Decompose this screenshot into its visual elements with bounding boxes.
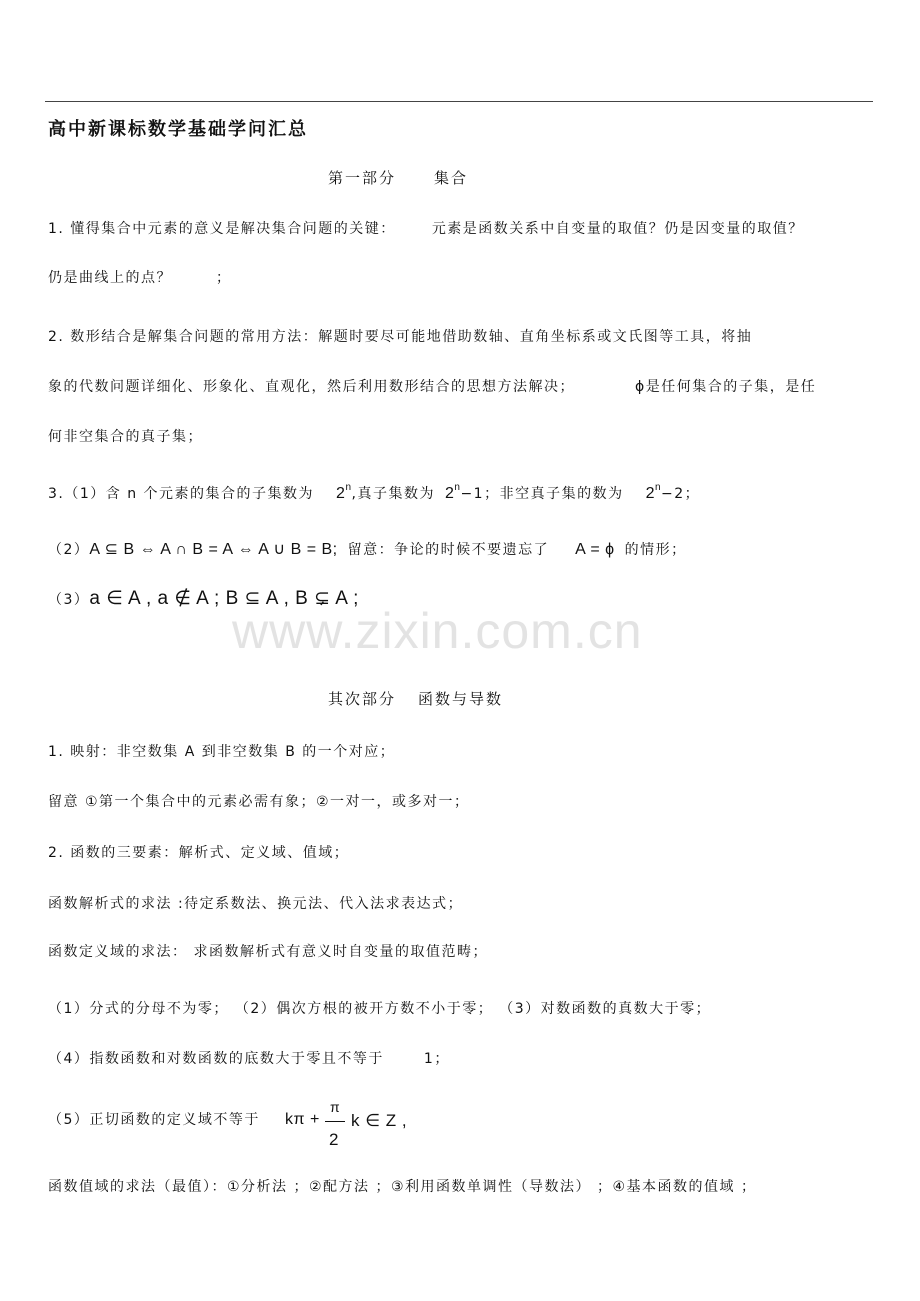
- p3-1-text-c: −1；非空真子集的数为: [460, 486, 624, 502]
- p3-1-power-a: [336, 481, 352, 502]
- p3-1-exp-c: n: [654, 481, 662, 493]
- p3-1-exp-b: n: [454, 481, 461, 493]
- p2-line-analytic-method: 函数解析式的求法 :待定系数法、换元法、代入法求表达式；: [48, 896, 464, 912]
- p3-2-end: 的情形；: [624, 542, 687, 558]
- part2-heading-title: 函数与导数: [418, 690, 504, 708]
- p2-line-conditions-1: （1）分式的分母不为零； （2）偶次方根的被开方数不小于零； （3）对数函数的真数大于零；: [48, 1001, 712, 1017]
- fraction-bar: [325, 1121, 345, 1122]
- part2-heading: [328, 692, 503, 707]
- p3-1-base-a: 2: [336, 485, 346, 502]
- p3-3-math: a ∈ A , a ∉ A ; B ⊆ A , B ⊊ A ;: [89, 588, 359, 609]
- part1-heading: [328, 171, 468, 186]
- p3-1-base-b: 2: [444, 485, 455, 502]
- p1-text-a: 1. 懂得集合中元素的意义是解决集合问题的关键：: [48, 221, 396, 237]
- p2-text-c: ϕ是任何集合的子集，是任: [635, 379, 817, 395]
- p2-cond4-text: （4）指数函数和对数函数的底数大于零且不等于: [48, 1051, 384, 1067]
- p3-item1: [48, 481, 701, 502]
- p3-2-text: 留意：争论的时候不要遗忘了: [347, 542, 550, 558]
- p2-line1: 2. 数形结合是解集合问题的常用方法：解题时要尽可能地借助数轴、直角坐标系或文氏图等工具，将抽: [48, 329, 753, 345]
- p3-1-base-c: 2: [645, 485, 655, 502]
- p2-line-conditions-3: （5）正切函数的定义域不等于: [48, 1112, 260, 1128]
- p2-line-three-elements: 2. 函数的三要素：解析式、定义域、值域；: [48, 845, 350, 861]
- watermark: www.zixin.com.cn: [232, 603, 643, 659]
- p2-tan-math-b: k ∈ Z ,: [351, 1111, 408, 1130]
- p3-1-power-b: [444, 481, 461, 502]
- top-rule: [45, 101, 873, 102]
- fraction-numerator: π: [330, 1099, 340, 1115]
- p2-text-b: 象的代数问题详细化、形象化、直观化，然后利用数形结合的思想方法解决；: [48, 379, 575, 395]
- p1-text-c: 仍是曲线上的点？: [48, 270, 172, 286]
- p3-2-math2: A = ϕ: [575, 541, 615, 558]
- part1-heading-title: 集合: [434, 169, 469, 187]
- p2-line-domain-method: 函数定义域的求法： 求函数解析式有意义时自变量的取值范畴；: [48, 944, 488, 960]
- p3-3-label: （3）: [48, 592, 90, 608]
- p3-item3: [48, 589, 359, 608]
- p3-item2: [48, 542, 687, 558]
- p1-line1: [48, 222, 804, 236]
- p1-text-b: 元素是函数关系中自变量的取值？仍是因变量的取值？: [431, 221, 804, 237]
- p3-1-text-a: 3.（1）含 n 个元素的集合的子集数为: [48, 486, 315, 502]
- p2-cond4-value: 1；: [423, 1051, 450, 1067]
- page-title: 高中新课标数学基础学问汇总: [48, 119, 308, 140]
- p2-line-note: 留意 ①第一个集合中的元素必需有象；②一对一，或多对一；: [48, 794, 470, 810]
- part1-heading-label: 第一部分: [328, 169, 397, 187]
- fraction-denominator: 2: [329, 1130, 339, 1149]
- p3-1-exp-a: n: [345, 481, 352, 493]
- p3-1-text-b: ,真子集数为: [351, 486, 435, 502]
- p2-line-range-method: 函数值域的求法（最值）：①分析法 ；②配方法 ；③利用函数单调性（导数法） ；④基本函数的值域 ；: [48, 1179, 757, 1195]
- p1-text-d: ；: [216, 270, 232, 286]
- p3-1-text-d: −2；: [661, 486, 701, 502]
- p2-line2: [48, 380, 816, 394]
- p1-line2: [48, 271, 232, 285]
- p2-tan-math-a: kπ +: [285, 1111, 320, 1128]
- p2-line3: 何非空集合的真子集；: [48, 429, 203, 445]
- p3-2-label: （2）: [48, 542, 90, 558]
- p2-line-mapping: 1. 映射：非空数集 A 到非空数集 B 的一个对应；: [48, 744, 396, 760]
- part2-heading-label: 其次部分: [328, 690, 397, 708]
- p2-line-conditions-2: [48, 1052, 450, 1066]
- p3-1-power-c: [645, 481, 662, 502]
- p3-2-math: A ⊆ B ⇔ A ∩ B = A ⇔ A ∪ B = B;: [89, 541, 338, 558]
